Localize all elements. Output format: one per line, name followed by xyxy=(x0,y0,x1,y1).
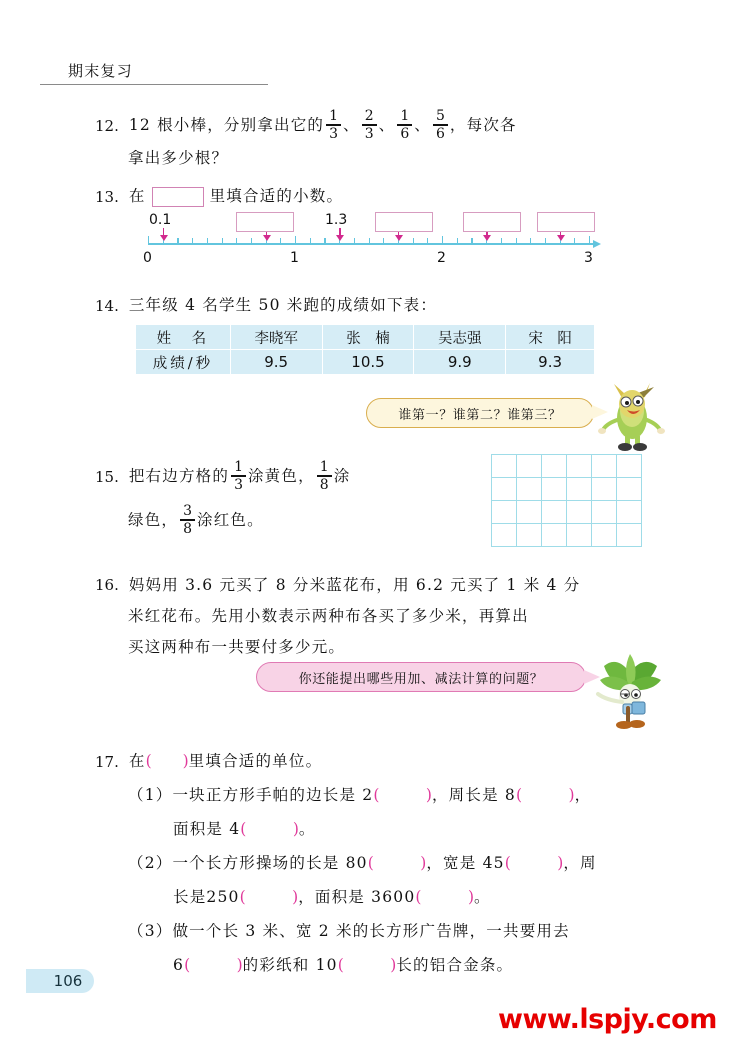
table-row-scores xyxy=(136,350,595,375)
fraction-denominator: 8 xyxy=(183,520,193,537)
answer-paren-2-4[interactable]: ( ) xyxy=(415,888,474,907)
problem-14 xyxy=(95,293,437,319)
problem-13-number: 13. xyxy=(95,187,119,206)
item-2-text-b: ，宽是 45 xyxy=(426,854,505,873)
answer-paren-1-1[interactable]: ( ) xyxy=(373,786,432,805)
separator-2: 、 xyxy=(378,116,396,135)
separator-1: 、 xyxy=(343,116,360,135)
marker-arrowhead-icon xyxy=(336,235,344,241)
answer-paren-3-1[interactable]: ( ) xyxy=(184,956,243,975)
marker-arrowhead-icon xyxy=(160,235,168,241)
problem-17-item-3-line-1 xyxy=(128,915,597,949)
fraction-3-8 xyxy=(180,504,195,535)
marker-arrowhead-icon xyxy=(395,235,403,241)
axis-label-3: 3 xyxy=(584,250,593,266)
marker-value-0-1: 0.1 xyxy=(149,212,172,228)
table-header-score: 成绩/秒 xyxy=(136,350,231,375)
marker-value-1-3: 1.3 xyxy=(325,212,348,228)
grid-cell[interactable] xyxy=(591,477,617,501)
item-3-text-c: 的彩纸和 10 xyxy=(242,956,338,975)
problem-12-line2: 拿出多少根？ xyxy=(128,149,229,168)
answer-paren-2-2[interactable]: ( ) xyxy=(504,854,564,873)
answer-paren-3-2[interactable]: ( ) xyxy=(337,956,397,975)
axis-label-1: 1 xyxy=(290,250,299,266)
table-cell-name-4: 宋 阳 xyxy=(506,325,595,350)
table-row-names xyxy=(136,325,595,350)
grid-cell[interactable] xyxy=(616,454,642,478)
marker-arrowhead-icon xyxy=(263,235,271,241)
answer-box-2-8[interactable] xyxy=(537,212,595,232)
answer-box-1-7[interactable] xyxy=(375,212,433,232)
table-header-name: 姓 名 xyxy=(136,325,231,350)
grid-cell[interactable] xyxy=(566,523,592,547)
table-cell-score-3: 9.9 xyxy=(414,350,506,375)
header-title: 期末复习 xyxy=(68,62,133,80)
header-rule xyxy=(40,84,268,85)
speech-bubble-question: 你还能提出哪些用加、减法计算的问题？ xyxy=(256,662,586,692)
axis-label-0: 0 xyxy=(143,250,152,266)
fraction-denominator: 6 xyxy=(400,125,410,142)
axis-label-2: 2 xyxy=(437,250,446,266)
answer-box-2-3[interactable] xyxy=(463,212,521,232)
grid-cell[interactable] xyxy=(491,523,517,547)
item-3-text-b: 6 xyxy=(173,956,185,975)
problem-15 xyxy=(95,455,350,543)
site-watermark: www.lspjy.com xyxy=(498,1004,717,1035)
problem-15-l2-b: 涂红色。 xyxy=(197,511,264,530)
fraction-1-6 xyxy=(397,109,412,140)
table-cell-name-2: 张 楠 xyxy=(322,325,414,350)
grid-cell[interactable] xyxy=(616,500,642,524)
problem-17-stem-b: 里填合适的单位。 xyxy=(188,752,323,771)
grid-cell[interactable] xyxy=(591,500,617,524)
page-header xyxy=(40,60,700,85)
problem-17-stem-a: 在 xyxy=(128,752,146,771)
item-1-text-a: 一块正方形手帕的边长是 2 xyxy=(172,786,374,805)
item-2-text-c: ，周 xyxy=(563,854,597,873)
grid-cell[interactable] xyxy=(616,523,642,547)
separator-3: 、 xyxy=(414,116,431,135)
answer-box-inline[interactable] xyxy=(152,187,204,207)
problem-15-l2-a: 绿色， xyxy=(128,511,179,530)
number-line-axis xyxy=(148,243,594,245)
table-cell-name-3: 吴志强 xyxy=(414,325,506,350)
grid-cell[interactable] xyxy=(541,477,567,501)
grid-cell[interactable] xyxy=(566,477,592,501)
item-2-text-a: 一个长方形操场的长是 80 xyxy=(172,854,368,873)
problem-13-text-a: 在 xyxy=(128,187,146,206)
grid-cell[interactable] xyxy=(591,454,617,478)
fraction-numerator: 3 xyxy=(183,503,193,520)
fraction-2-3 xyxy=(362,109,377,140)
fraction-numerator: 1 xyxy=(329,108,339,125)
fraction-numerator: 2 xyxy=(364,108,374,125)
table-cell-name-1: 李晓军 xyxy=(230,325,322,350)
fraction-denominator: 3 xyxy=(329,125,339,142)
item-3-text-a: 做一个长 3 米、宽 2 米的长方形广告牌，一共要用去 xyxy=(172,922,570,941)
grid-cell[interactable] xyxy=(516,477,542,501)
table-cell-score-1: 9.5 xyxy=(230,350,322,375)
problem-12-line1-b: ，每次各 xyxy=(449,116,517,135)
problem-15-l1-c: 涂 xyxy=(333,467,351,486)
problem-15-l1-a: 把右边方格的 xyxy=(128,467,230,486)
fraction-5-6 xyxy=(433,109,448,140)
grid-cell[interactable] xyxy=(566,454,592,478)
table-cell-score-2: 10.5 xyxy=(322,350,414,375)
problem-13-text-b: 里填合适的小数。 xyxy=(209,187,344,206)
fraction-denominator: 3 xyxy=(364,125,374,142)
grid-cell[interactable] xyxy=(516,523,542,547)
grid-cell[interactable] xyxy=(516,454,542,478)
problem-17-item-1-line-2 xyxy=(173,813,597,847)
item-2-text-d: 长是250 xyxy=(173,888,240,907)
fraction-numerator: 5 xyxy=(436,108,445,125)
fraction-1-8 xyxy=(317,460,332,491)
item-1-text-b: ，周长是 8 xyxy=(431,786,516,805)
problem-15-number: 15. xyxy=(95,467,119,486)
problem-14-text: 三年级 4 名学生 50 米跑的成绩如下表： xyxy=(128,296,438,315)
grid-cell[interactable] xyxy=(591,523,617,547)
coloring-grid[interactable] xyxy=(491,454,641,546)
item-2-text-e: ，面积是 3600 xyxy=(298,888,416,907)
corn-character-illustration xyxy=(598,378,668,454)
problem-14-number: 14. xyxy=(95,296,119,315)
grid-cell[interactable] xyxy=(516,500,542,524)
problem-16 xyxy=(95,570,580,663)
grid-cell[interactable] xyxy=(541,523,567,547)
item-label-1: （1） xyxy=(128,786,173,805)
item-3-text-d: 长的铝合金条。 xyxy=(396,956,514,975)
answer-paren-1-3[interactable]: ( ) xyxy=(240,820,299,839)
fraction-1-3 xyxy=(326,109,341,140)
scores-table xyxy=(135,324,595,375)
table-cell-score-4: 9.3 xyxy=(506,350,595,375)
item-label-3: （3） xyxy=(128,922,173,941)
item-label-2: （2） xyxy=(128,854,173,873)
fraction-numerator: 1 xyxy=(234,459,243,476)
fraction-numerator: 1 xyxy=(319,459,329,476)
answer-paren-stem[interactable]: ( ) xyxy=(145,752,189,771)
marker-arrowhead-icon xyxy=(483,235,491,241)
fraction-1-3 xyxy=(231,460,246,491)
problem-17 xyxy=(95,745,597,983)
problem-17-number: 17. xyxy=(95,752,119,771)
problem-17-item-2-line-2 xyxy=(173,881,597,915)
problem-12 xyxy=(95,108,517,174)
problem-12-line1-a: 12 根小棒，分别拿出它的 xyxy=(128,116,325,135)
problem-15-l1-b: 涂黄色， xyxy=(247,467,315,486)
fraction-numerator: 1 xyxy=(400,108,410,125)
answer-paren-2-3[interactable]: ( ) xyxy=(239,888,299,907)
fraction-denominator: 8 xyxy=(319,476,329,493)
problem-16-number: 16. xyxy=(95,576,119,594)
vegetable-character-illustration xyxy=(594,650,666,732)
fraction-denominator: 3 xyxy=(234,476,243,493)
problem-12-number: 12. xyxy=(95,116,119,135)
number-line-arrow-icon xyxy=(593,240,601,248)
marker-arrowhead-icon xyxy=(557,235,565,241)
grid-cell[interactable] xyxy=(491,500,517,524)
grid-cell[interactable] xyxy=(616,477,642,501)
problem-17-item-2-line-1 xyxy=(128,847,597,881)
item-1-text-d: 面积是 4 xyxy=(173,820,241,839)
grid-cell[interactable] xyxy=(541,454,567,478)
fraction-denominator: 6 xyxy=(436,125,445,142)
grid-cell[interactable] xyxy=(566,500,592,524)
problem-17-item-3-line-2 xyxy=(173,949,597,983)
problem-17-item-1-line-1 xyxy=(128,779,597,813)
answer-box-0-8[interactable] xyxy=(236,212,294,232)
item-2-text-f: 。 xyxy=(474,888,491,907)
item-1-text-c: ， xyxy=(574,786,592,805)
answer-paren-1-2[interactable]: ( ) xyxy=(515,786,575,805)
problem-13 xyxy=(95,184,343,210)
answer-paren-2-1[interactable]: ( ) xyxy=(367,854,427,873)
speech-bubble-ranking: 谁第一？谁第二？谁第三？ xyxy=(366,398,594,428)
item-1-text-e: 。 xyxy=(298,820,316,839)
grid-cell[interactable] xyxy=(491,454,517,478)
problem-16-line1: 妈妈用 3.6 元买了 8 分米蓝花布，用 6.2 元买了 1 米 4 分 xyxy=(128,575,581,594)
grid-cell[interactable] xyxy=(491,477,517,501)
page-number: 106 xyxy=(26,969,94,993)
grid-cell[interactable] xyxy=(541,500,567,524)
problem-16-line3: 买这两种布一共要付多少元。 xyxy=(128,637,346,656)
problem-16-line2: 米红花布。先用小数表示两种布各买了多少米，再算出 xyxy=(128,606,529,625)
